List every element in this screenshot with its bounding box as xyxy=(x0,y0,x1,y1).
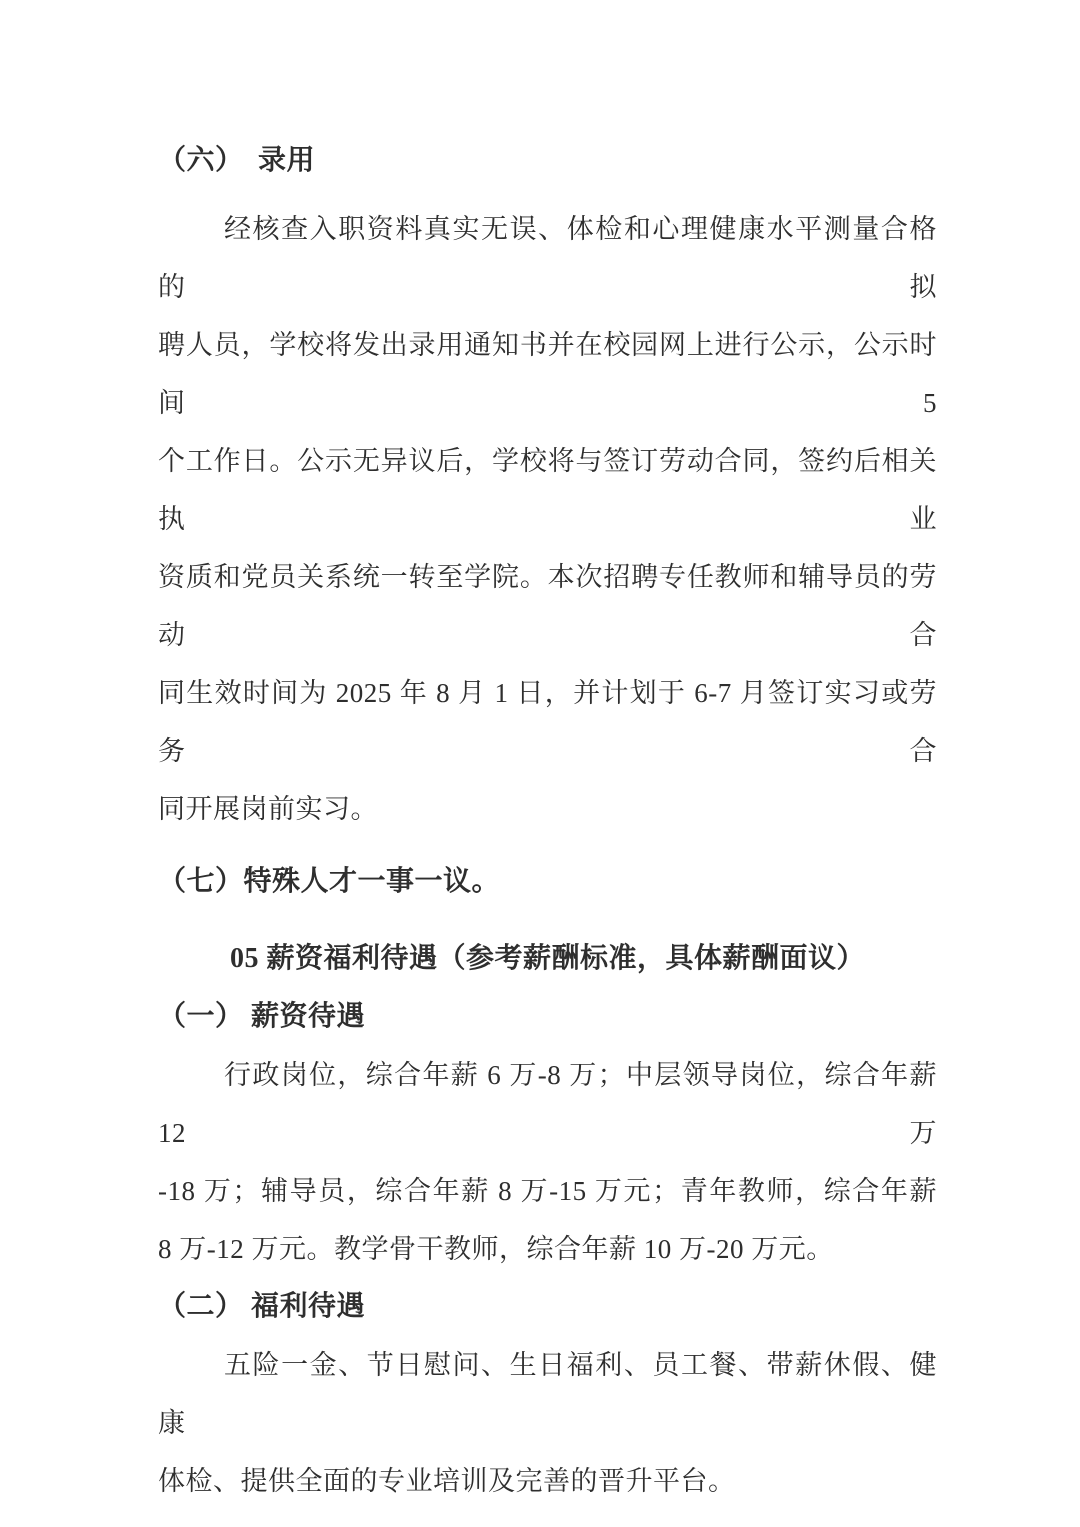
salary-subsection-heading: （一） 薪资待遇 xyxy=(158,1001,366,1032)
text-line: 五险一金、节日慰问、生日福利、员工餐、带薪休假、健康 xyxy=(158,1350,937,1438)
text-line: 个工作日。公示无异议后，学校将与签订劳动合同，签约后相关执业 xyxy=(158,446,937,534)
section-6-paragraph xyxy=(158,200,937,838)
welfare-paragraph xyxy=(158,1336,937,1510)
section-6-heading: （六） 录用 xyxy=(158,145,316,176)
section-05-heading: 05 薪资福利待遇（参考薪酬标准，具体薪酬面议） xyxy=(229,943,865,974)
text-line: 经核查入职资料真实无误、体检和心理健康水平测量合格的拟 xyxy=(158,214,937,302)
welfare-subsection-heading: （二） 福利待遇 xyxy=(158,1291,366,1322)
section-7-heading: （七）特殊人才一事一议。 xyxy=(158,866,501,897)
text-line: 8 万-12 万元。教学骨干教师，综合年薪 10 万-20 万元。 xyxy=(158,1234,834,1264)
text-line: 行政岗位，综合年薪 6 万-8 万；中层领导岗位，综合年薪 12 万 xyxy=(158,1060,937,1148)
text-line: 体检、提供全面的专业培训及完善的晋升平台。 xyxy=(158,1466,736,1496)
document-content xyxy=(158,0,937,1510)
text-line: 同开展岗前实习。 xyxy=(158,794,378,824)
text-line: 同生效时间为 2025 年 8 月 1 日，并计划于 6-7 月签订实习或劳务合 xyxy=(158,678,937,766)
salary-paragraph xyxy=(158,1046,937,1278)
text-line: 聘人员，学校将发出录用通知书并在校园网上进行公示，公示时间 5 xyxy=(158,330,937,418)
text-line: 资质和党员关系统一转至学院。本次招聘专任教师和辅导员的劳动合 xyxy=(158,562,937,650)
text-line: -18 万；辅导员，综合年薪 8 万-15 万元；青年教师，综合年薪 xyxy=(158,1176,937,1206)
